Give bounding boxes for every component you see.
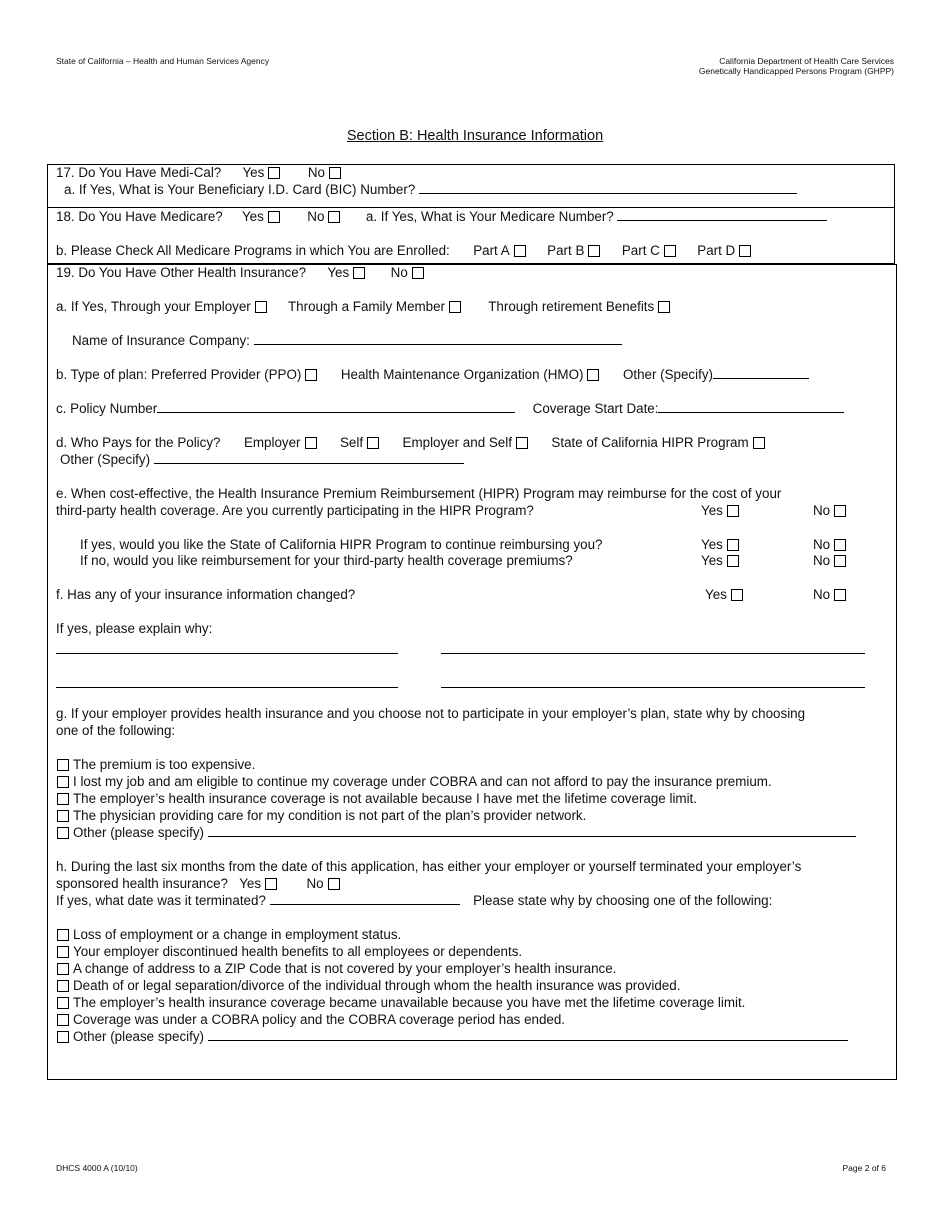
part-a-checkbox[interactable] bbox=[514, 245, 526, 257]
hipr-continue-yes-checkbox[interactable] bbox=[727, 539, 739, 551]
payer-both-checkbox[interactable] bbox=[516, 437, 528, 449]
q17-no-checkbox[interactable] bbox=[329, 167, 341, 179]
form-id: DHCS 4000 A (10/10) bbox=[56, 1163, 138, 1173]
g-option-row bbox=[57, 807, 586, 824]
ppo-checkbox[interactable] bbox=[305, 369, 317, 381]
h-option-checkbox[interactable] bbox=[57, 997, 69, 1009]
q19a-row bbox=[56, 298, 670, 315]
q19d-other-row bbox=[60, 451, 464, 468]
e-continue-yes bbox=[701, 536, 739, 553]
q19e-line1: e. When cost-effective, the Health Insurance Premium Reimbursement (HIPR) Program may reimburse for the cost of your bbox=[56, 486, 782, 501]
g-option-row bbox=[57, 790, 697, 807]
q19a-family-label: Through a Family Member bbox=[288, 299, 446, 314]
h-option-row bbox=[57, 926, 401, 943]
g-option-label: I lost my job and am eligible to continue my coverage under COBRA and can not afford to pay the insurance premium. bbox=[73, 774, 772, 789]
part-d-label: Part D bbox=[697, 243, 736, 258]
payer-self-label: Self bbox=[339, 435, 364, 450]
e-reimb-no-label: No bbox=[813, 553, 831, 568]
payer-hipr-checkbox[interactable] bbox=[753, 437, 765, 449]
q17a-label: a. If Yes, What is Your Beneficiary I.D. Card (BIC) Number? bbox=[64, 182, 416, 197]
terminated-yes-checkbox[interactable] bbox=[265, 878, 277, 890]
e-reimb-yes-label: Yes bbox=[701, 553, 723, 568]
e-current-no-label: No bbox=[813, 503, 831, 518]
q19-no-label: No bbox=[390, 265, 408, 280]
h-option-row bbox=[57, 960, 616, 977]
termination-date-field[interactable] bbox=[270, 892, 460, 905]
part-d-checkbox[interactable] bbox=[739, 245, 751, 257]
terminated-no-checkbox[interactable] bbox=[328, 878, 340, 890]
h-option-label: A change of address to a ZIP Code that is not covered by your employer’s health insurance. bbox=[73, 961, 617, 976]
g-other-field[interactable] bbox=[208, 824, 856, 837]
h-option-checkbox[interactable] bbox=[57, 963, 69, 975]
e-reimb-no bbox=[813, 552, 846, 569]
explain-line-2[interactable] bbox=[441, 641, 865, 654]
h-option-label: The employer’s health insurance coverage became unavailable because you have met the lifetime coverage limit. bbox=[73, 995, 746, 1010]
part-b-checkbox[interactable] bbox=[588, 245, 600, 257]
e-reimb-yes bbox=[701, 552, 739, 569]
section-title: Section B: Health Insurance Information bbox=[346, 128, 604, 144]
hmo-checkbox[interactable] bbox=[587, 369, 599, 381]
q18-yes-label: Yes bbox=[241, 209, 264, 224]
payer-self-checkbox[interactable] bbox=[367, 437, 379, 449]
info-changed-yes-checkbox[interactable] bbox=[731, 589, 743, 601]
company-label: Name of Insurance Company: bbox=[72, 333, 250, 348]
page-number: Page 2 of 6 bbox=[842, 1163, 886, 1173]
f-no-label: No bbox=[813, 587, 831, 602]
who-pays-label: d. Who Pays for the Policy? bbox=[56, 435, 221, 450]
h-no-label: No bbox=[306, 876, 324, 891]
g-option-checkbox[interactable] bbox=[57, 776, 69, 788]
coverage-start-field[interactable] bbox=[658, 400, 844, 413]
plan-other-label: Other (Specify) bbox=[622, 367, 713, 382]
g-option-row bbox=[57, 756, 255, 773]
hipr-continue-no-checkbox[interactable] bbox=[834, 539, 846, 551]
part-c-label: Part C bbox=[621, 243, 660, 258]
q19g-line2: one of the following: bbox=[56, 723, 176, 738]
payer-other-field[interactable] bbox=[154, 451, 464, 464]
department-name: California Department of Health Care Services bbox=[719, 56, 894, 66]
h-option-label: Death of or legal separation/divorce of the individual through whom the health insurance was provided. bbox=[73, 978, 681, 993]
q17-yes-label: Yes bbox=[242, 165, 265, 180]
h-option-label: Your employer discontinued health benefits to all employees or dependents. bbox=[73, 944, 523, 959]
h-other-field[interactable] bbox=[208, 1028, 848, 1041]
explain-line-3[interactable] bbox=[56, 675, 398, 688]
q18-no-checkbox[interactable] bbox=[328, 211, 340, 223]
h-option-checkbox[interactable] bbox=[57, 1014, 69, 1026]
hipr-reimburse-yes-checkbox[interactable] bbox=[727, 555, 739, 567]
h-option-row bbox=[57, 994, 745, 1011]
bic-number-field[interactable] bbox=[419, 181, 797, 194]
company-row bbox=[72, 332, 622, 349]
e-continue-no bbox=[813, 536, 846, 553]
h-reason-label: Please state why by choosing one of the following: bbox=[473, 893, 773, 908]
q18-row bbox=[56, 208, 827, 225]
h-option-checkbox[interactable] bbox=[57, 980, 69, 992]
q19h-line1: h. During the last six months from the date of this application, has either your employer or yourself terminated your employer’s bbox=[56, 859, 802, 874]
insurance-company-field[interactable] bbox=[254, 332, 622, 345]
q19c-row bbox=[56, 400, 844, 417]
e-current-yes bbox=[701, 502, 739, 519]
explain-line-4[interactable] bbox=[441, 675, 865, 688]
g-option-checkbox[interactable] bbox=[57, 759, 69, 771]
q17-yes-checkbox[interactable] bbox=[268, 167, 280, 179]
e-current-no bbox=[813, 502, 846, 519]
ppo-label: b. Type of plan: Preferred Provider (PPO) bbox=[56, 367, 302, 382]
q17-row bbox=[56, 164, 341, 181]
payer-employer-checkbox[interactable] bbox=[305, 437, 317, 449]
g-option-label: The premium is too expensive. bbox=[73, 757, 256, 772]
q17a-row bbox=[64, 181, 797, 198]
h-option-label: Other (please specify) bbox=[73, 1029, 204, 1044]
q19h-line2: sponsored health insurance? bbox=[56, 876, 228, 891]
plan-other-field[interactable] bbox=[713, 366, 809, 379]
payer-both-label: Employer and Self bbox=[402, 435, 512, 450]
q19b-row bbox=[56, 366, 809, 383]
g-option-checkbox[interactable] bbox=[57, 810, 69, 822]
g-option-label: Other (please specify) bbox=[73, 825, 204, 840]
h-option-checkbox[interactable] bbox=[57, 946, 69, 958]
part-c-checkbox[interactable] bbox=[664, 245, 676, 257]
h-option-checkbox[interactable] bbox=[57, 929, 69, 941]
h-option-checkbox[interactable] bbox=[57, 1031, 69, 1043]
q19h-line2-row bbox=[56, 875, 340, 892]
h-option-label: Loss of employment or a change in employment status. bbox=[73, 927, 402, 942]
part-b-label: Part B bbox=[547, 243, 585, 258]
through-family-checkbox[interactable] bbox=[449, 301, 461, 313]
e-continue-yes-label: Yes bbox=[701, 537, 723, 552]
info-changed-no-checkbox[interactable] bbox=[834, 589, 846, 601]
q19d-row bbox=[56, 434, 765, 451]
g-option-checkbox[interactable] bbox=[57, 793, 69, 805]
department-header bbox=[699, 56, 894, 76]
q19f-label: f. Has any of your insurance information changed? bbox=[56, 587, 356, 602]
q19h-date-row bbox=[56, 892, 772, 909]
q19a-employer-label: a. If Yes, Through your Employer bbox=[56, 299, 251, 314]
h-option-row bbox=[57, 977, 680, 994]
f-explain-label: If yes, please explain why: bbox=[56, 621, 213, 636]
q18b-row bbox=[56, 242, 751, 259]
g-option-row bbox=[57, 824, 856, 841]
payer-other-label: Other (Specify) bbox=[60, 452, 151, 467]
through-retirement-checkbox[interactable] bbox=[658, 301, 670, 313]
h-option-row bbox=[57, 943, 522, 960]
q17-question: 17. Do You Have Medi-Cal? bbox=[56, 165, 222, 180]
h-yes-label: Yes bbox=[239, 876, 262, 891]
f-yes-label: Yes bbox=[705, 587, 727, 602]
payer-hipr-label: State of California HIPR Program bbox=[551, 435, 749, 450]
q19-no-checkbox[interactable] bbox=[412, 267, 424, 279]
h-option-label: Coverage was under a COBRA policy and the COBRA coverage period has ended. bbox=[73, 1012, 566, 1027]
coverage-start-label: Coverage Start Date: bbox=[532, 401, 659, 416]
q18-no-label: No bbox=[307, 209, 325, 224]
hipr-reimburse-no-checkbox[interactable] bbox=[834, 555, 846, 567]
e-current-yes-label: Yes bbox=[701, 503, 723, 518]
q19-yes-label: Yes bbox=[327, 265, 350, 280]
q19-question: 19. Do You Have Other Health Insurance? bbox=[56, 265, 307, 280]
q18-question: 18. Do You Have Medicare? bbox=[56, 209, 223, 224]
q19-yes-checkbox[interactable] bbox=[353, 267, 365, 279]
policy-number-label: c. Policy Number bbox=[56, 401, 158, 416]
q18a-label: a. If Yes, What is Your Medicare Number? bbox=[365, 209, 614, 224]
policy-number-field[interactable] bbox=[157, 400, 515, 413]
agency-header: State of California – Health and Human Services Agency bbox=[56, 56, 270, 66]
hipr-current-no-checkbox[interactable] bbox=[834, 505, 846, 517]
h-option-row bbox=[57, 1011, 565, 1028]
explain-line-1[interactable] bbox=[56, 641, 398, 654]
e-continue-no-label: No bbox=[813, 537, 831, 552]
g-option-label: The physician providing care for my condition is not part of the plan’s provider network. bbox=[73, 808, 587, 823]
medicare-number-field[interactable] bbox=[617, 208, 827, 221]
q19e-line2: third-party health coverage. Are you currently participating in the HIPR Program? bbox=[56, 503, 534, 518]
h-option-row bbox=[57, 1028, 848, 1045]
part-a-label: Part A bbox=[473, 243, 510, 258]
through-employer-checkbox[interactable] bbox=[255, 301, 267, 313]
hipr-current-yes-checkbox[interactable] bbox=[727, 505, 739, 517]
program-name: Genetically Handicapped Persons Program (GHPP) bbox=[698, 66, 894, 76]
hmo-label: Health Maintenance Organization (HMO) bbox=[340, 367, 584, 382]
q18-yes-checkbox[interactable] bbox=[268, 211, 280, 223]
g-option-row bbox=[57, 773, 772, 790]
q17-no-label: No bbox=[307, 165, 325, 180]
f-yes bbox=[705, 586, 743, 603]
payer-employer-label: Employer bbox=[243, 435, 301, 450]
q19e-sub1: If yes, would you like the State of California HIPR Program to continue reimbursing you? bbox=[80, 537, 603, 552]
q19g-line1: g. If your employer provides health insurance and you choose not to participate in your employer’s plan, state why by choosing bbox=[56, 706, 806, 721]
q19-row bbox=[56, 264, 424, 281]
q18b-label: b. Please Check All Medicare Programs in which You are Enrolled: bbox=[56, 243, 450, 258]
q19a-retire-label: Through retirement Benefits bbox=[488, 299, 655, 314]
g-option-label: The employer’s health insurance coverage is not available because I have met the lifetime coverage limit. bbox=[73, 791, 697, 806]
h-date-label: If yes, what date was it terminated? bbox=[56, 893, 266, 908]
g-option-checkbox[interactable] bbox=[57, 827, 69, 839]
f-no bbox=[813, 586, 846, 603]
q19e-sub2: If no, would you like reimbursement for your third-party health coverage premiums? bbox=[80, 553, 573, 568]
